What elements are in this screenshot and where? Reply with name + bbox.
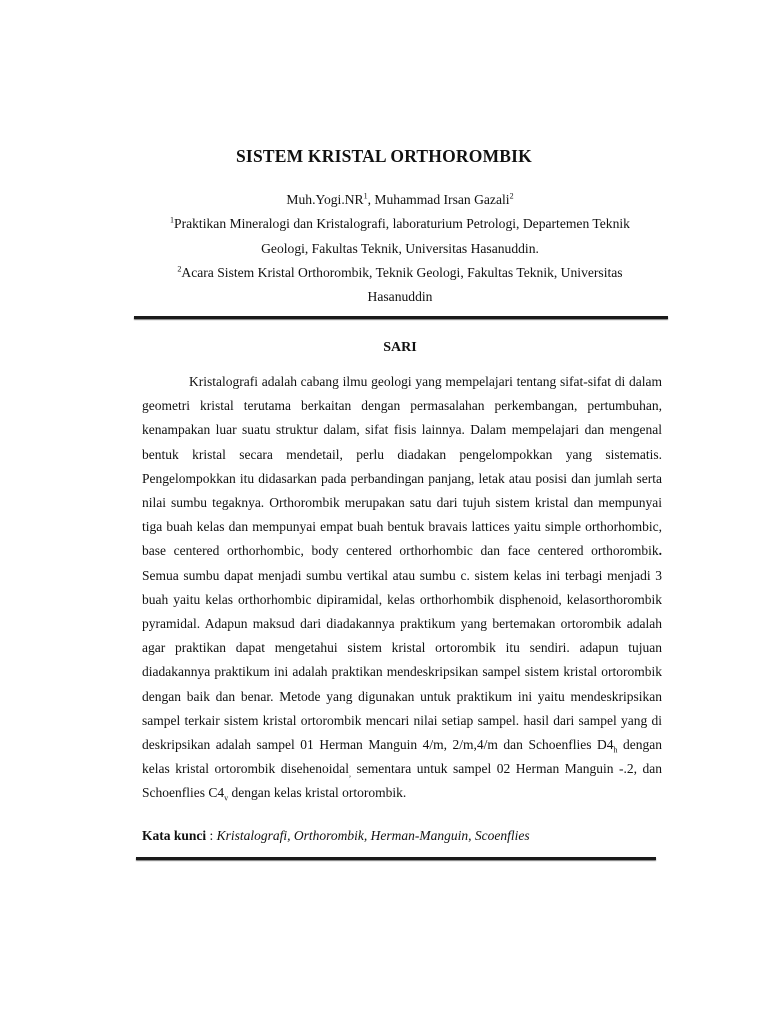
abstract-paragraph	[142, 370, 662, 806]
footer-divider	[136, 857, 656, 860]
author-affiliation-marker: 2	[509, 191, 514, 201]
abstract-heading: SARI	[383, 340, 417, 355]
keywords-line	[142, 826, 662, 846]
author-separator: ,	[367, 192, 375, 207]
author-list	[0, 190, 768, 210]
author-affiliation-marker: 1	[363, 191, 368, 201]
abstract-subscript: h	[613, 745, 618, 755]
affiliation-1-line-1	[0, 214, 768, 234]
author-name: Muh.Yogi.NR	[286, 192, 364, 207]
affiliation-text: Acara Sistem Kristal Orthorombik, Teknik Geologi, Fakultas Teknik, Universitas	[181, 265, 623, 280]
abstract-text: dengan kelas kristal ortorombik disehenoidal	[142, 737, 662, 777]
keywords-label: Kata kunci	[142, 828, 207, 843]
abstract-text: Kristalografi adalah cabang ilmu geologi yang mempelajari tentang sifat-sifat di dalam geometri kristal terutama berkaitan dengan permasalahan perkembangan, pertumbuhan, kenampakan luar suatu struktur dalam, sifat fisis lainnya. Dalam mempelajari dan mengenal bentuk kristal secara mendetail, perlu diadakan pengelompokkan yang sistematis. Pengelompokkan itu didasarkan pada perbandingan panjang, letak atau posisi dan jumlah serta nilai sumbu tegaknya. Orthorombik merupakan satu dari tujuh sistem kristal dan mempunyai tiga buah kelas dan mempunyai empat buah bentuk bravais lattices yaitu simple orthorhombic, base centered orthorhombic, body centered orthorhombic dan face centered orthorombik	[142, 374, 662, 559]
abstract-text: dengan kelas kristal ortorombik.	[228, 785, 407, 801]
abstract-subscript: ,	[349, 769, 351, 779]
abstract-subscript: v	[224, 794, 229, 804]
keywords-values: Kristalografi, Orthorombik, Herman-Manguin, Scoenflies	[216, 828, 530, 843]
abstract-text: Semua sumbu dapat menjadi sumbu vertikal atau sumbu c. sistem kelas ini terbagi menjadi 3 buah yaitu kelas orthorhombic dipiramidal, kelas orthorhombik disphenoid, kelasorthorombik pyramidal. Adapun maksud dari diadakannya praktikum yang bertemakan ortorombik adalah agar praktikan dapat mengetahui sistem kristal ortorombik itu sendiri. adapun tujuan diadakannya praktikum ini adalah praktikan mendeskripsikan sampel sistem kristal ortorombik dengan baik dan benar. Metode yang digunakan untuk praktikum ini yaitu mendeskripsikan sampel terkair sistem kristal ortorombik mencari nilai setiap sampel. hasil dari sampel yang di deskripsikan adalah sampel 01 Herman Manguin 4/m, 2/m,4/m dan Schoenflies D4	[142, 567, 662, 753]
affiliation-2-line-2: Hasanuddin	[367, 289, 433, 304]
affiliation-marker: 1	[170, 215, 175, 225]
affiliation-text: Praktikan Mineralogi dan Kristalografi, laboraturium Petrologi, Departemen Teknik	[174, 216, 630, 231]
keywords-separator: :	[206, 828, 217, 843]
affiliation-2-line-1	[0, 263, 768, 283]
affiliation-1-line-2: Geologi, Fakultas Teknik, Universitas Hasanuddin.	[261, 241, 539, 256]
header-divider	[134, 316, 668, 319]
author-name: Muhammad Irsan Gazali	[374, 192, 510, 207]
abstract-text: sementara untuk sampel 02 Herman Manguin -.2, dan Schoenflies C4	[142, 761, 663, 801]
abstract-bold-period: .	[658, 543, 662, 559]
affiliation-marker: 2	[177, 264, 182, 274]
paper-title: SISTEM KRISTAL ORTHOROMBIK	[236, 146, 532, 166]
